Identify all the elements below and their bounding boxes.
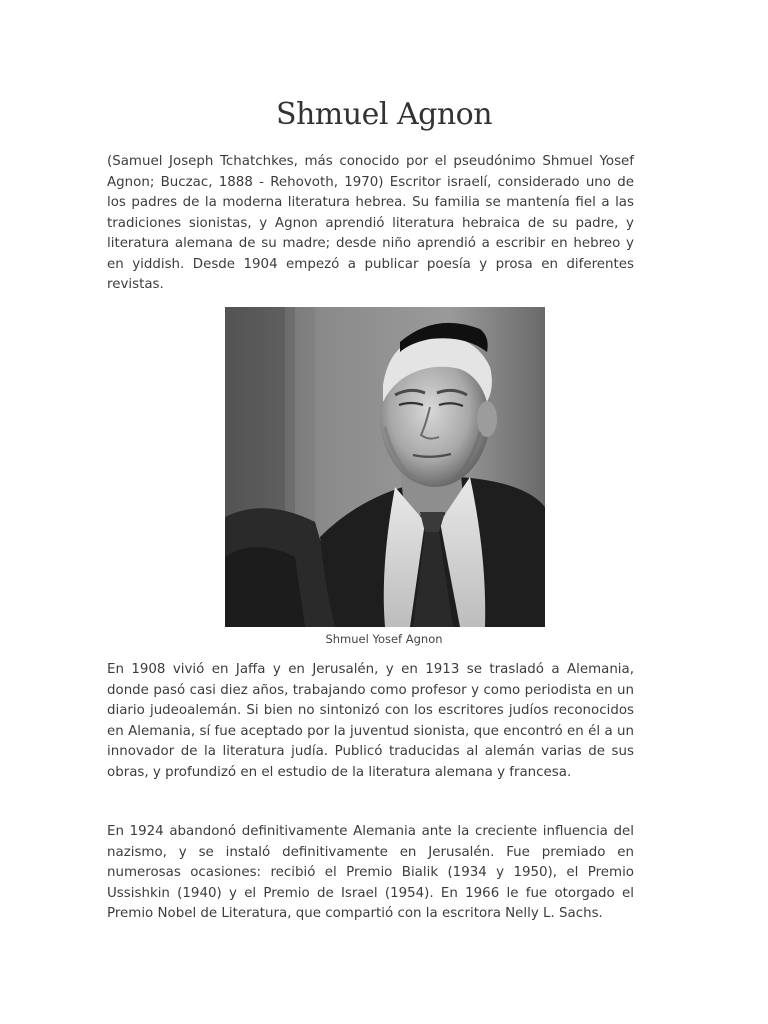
portrait-photo (225, 307, 545, 627)
photo-caption: Shmuel Yosef Agnon (325, 632, 443, 646)
portrait-image (225, 307, 545, 627)
intro-paragraph: (Samuel Joseph Tchatchkes, más conocido por el pseudónimo Shmuel Yosef Agnon; Buczac, 1888 - Rehovoth, 1970) Escritor israelí, considerado uno de los padres de la moderna literatura hebrea. Su familia se mantenía fiel a las tradiciones sionistas, y Agnon aprendió literatura hebraica de su padre, y literatura alemana de su madre; desde niño aprendió a escribir en hebreo y en yiddish. Desde 1904 empezó a publicar poesía y prosa en diferentes revistas. (107, 154, 634, 292)
body-paragraph-3: En 1924 abandonó definitivamente Alemania ante la creciente influencia del nazismo, y se instaló definitivamente en Jerusalén. Fue premiado en numerosas ocasiones: recibió el Premio Bialik (1934 y 1950), el Premio Ussishkin (1940) y el Premio de Israel (1954). En 1966 le fue otorgado el Premio Nobel de Literatura, que compartió con la escritora Nelly L. Sachs. (107, 824, 634, 921)
page-title: Shmuel Agnon (275, 97, 493, 132)
body-paragraph-2: En 1908 vivió en Jaffa y en Jerusalén, y en 1913 se trasladó a Alemania, donde pasó casi diez años, trabajando como profesor y como periodista en un diario judeoalemán. Si bien no sintonizó con los escritores judíos reconocidos en Alemania, sí fue aceptado por la juventud sionista, que encontró en él a un innovador de la literatura judía. Publicó traducidas al alemán varias de sus obras, y profundizó en el estudio de la literatura alemana y francesa. (107, 662, 634, 780)
